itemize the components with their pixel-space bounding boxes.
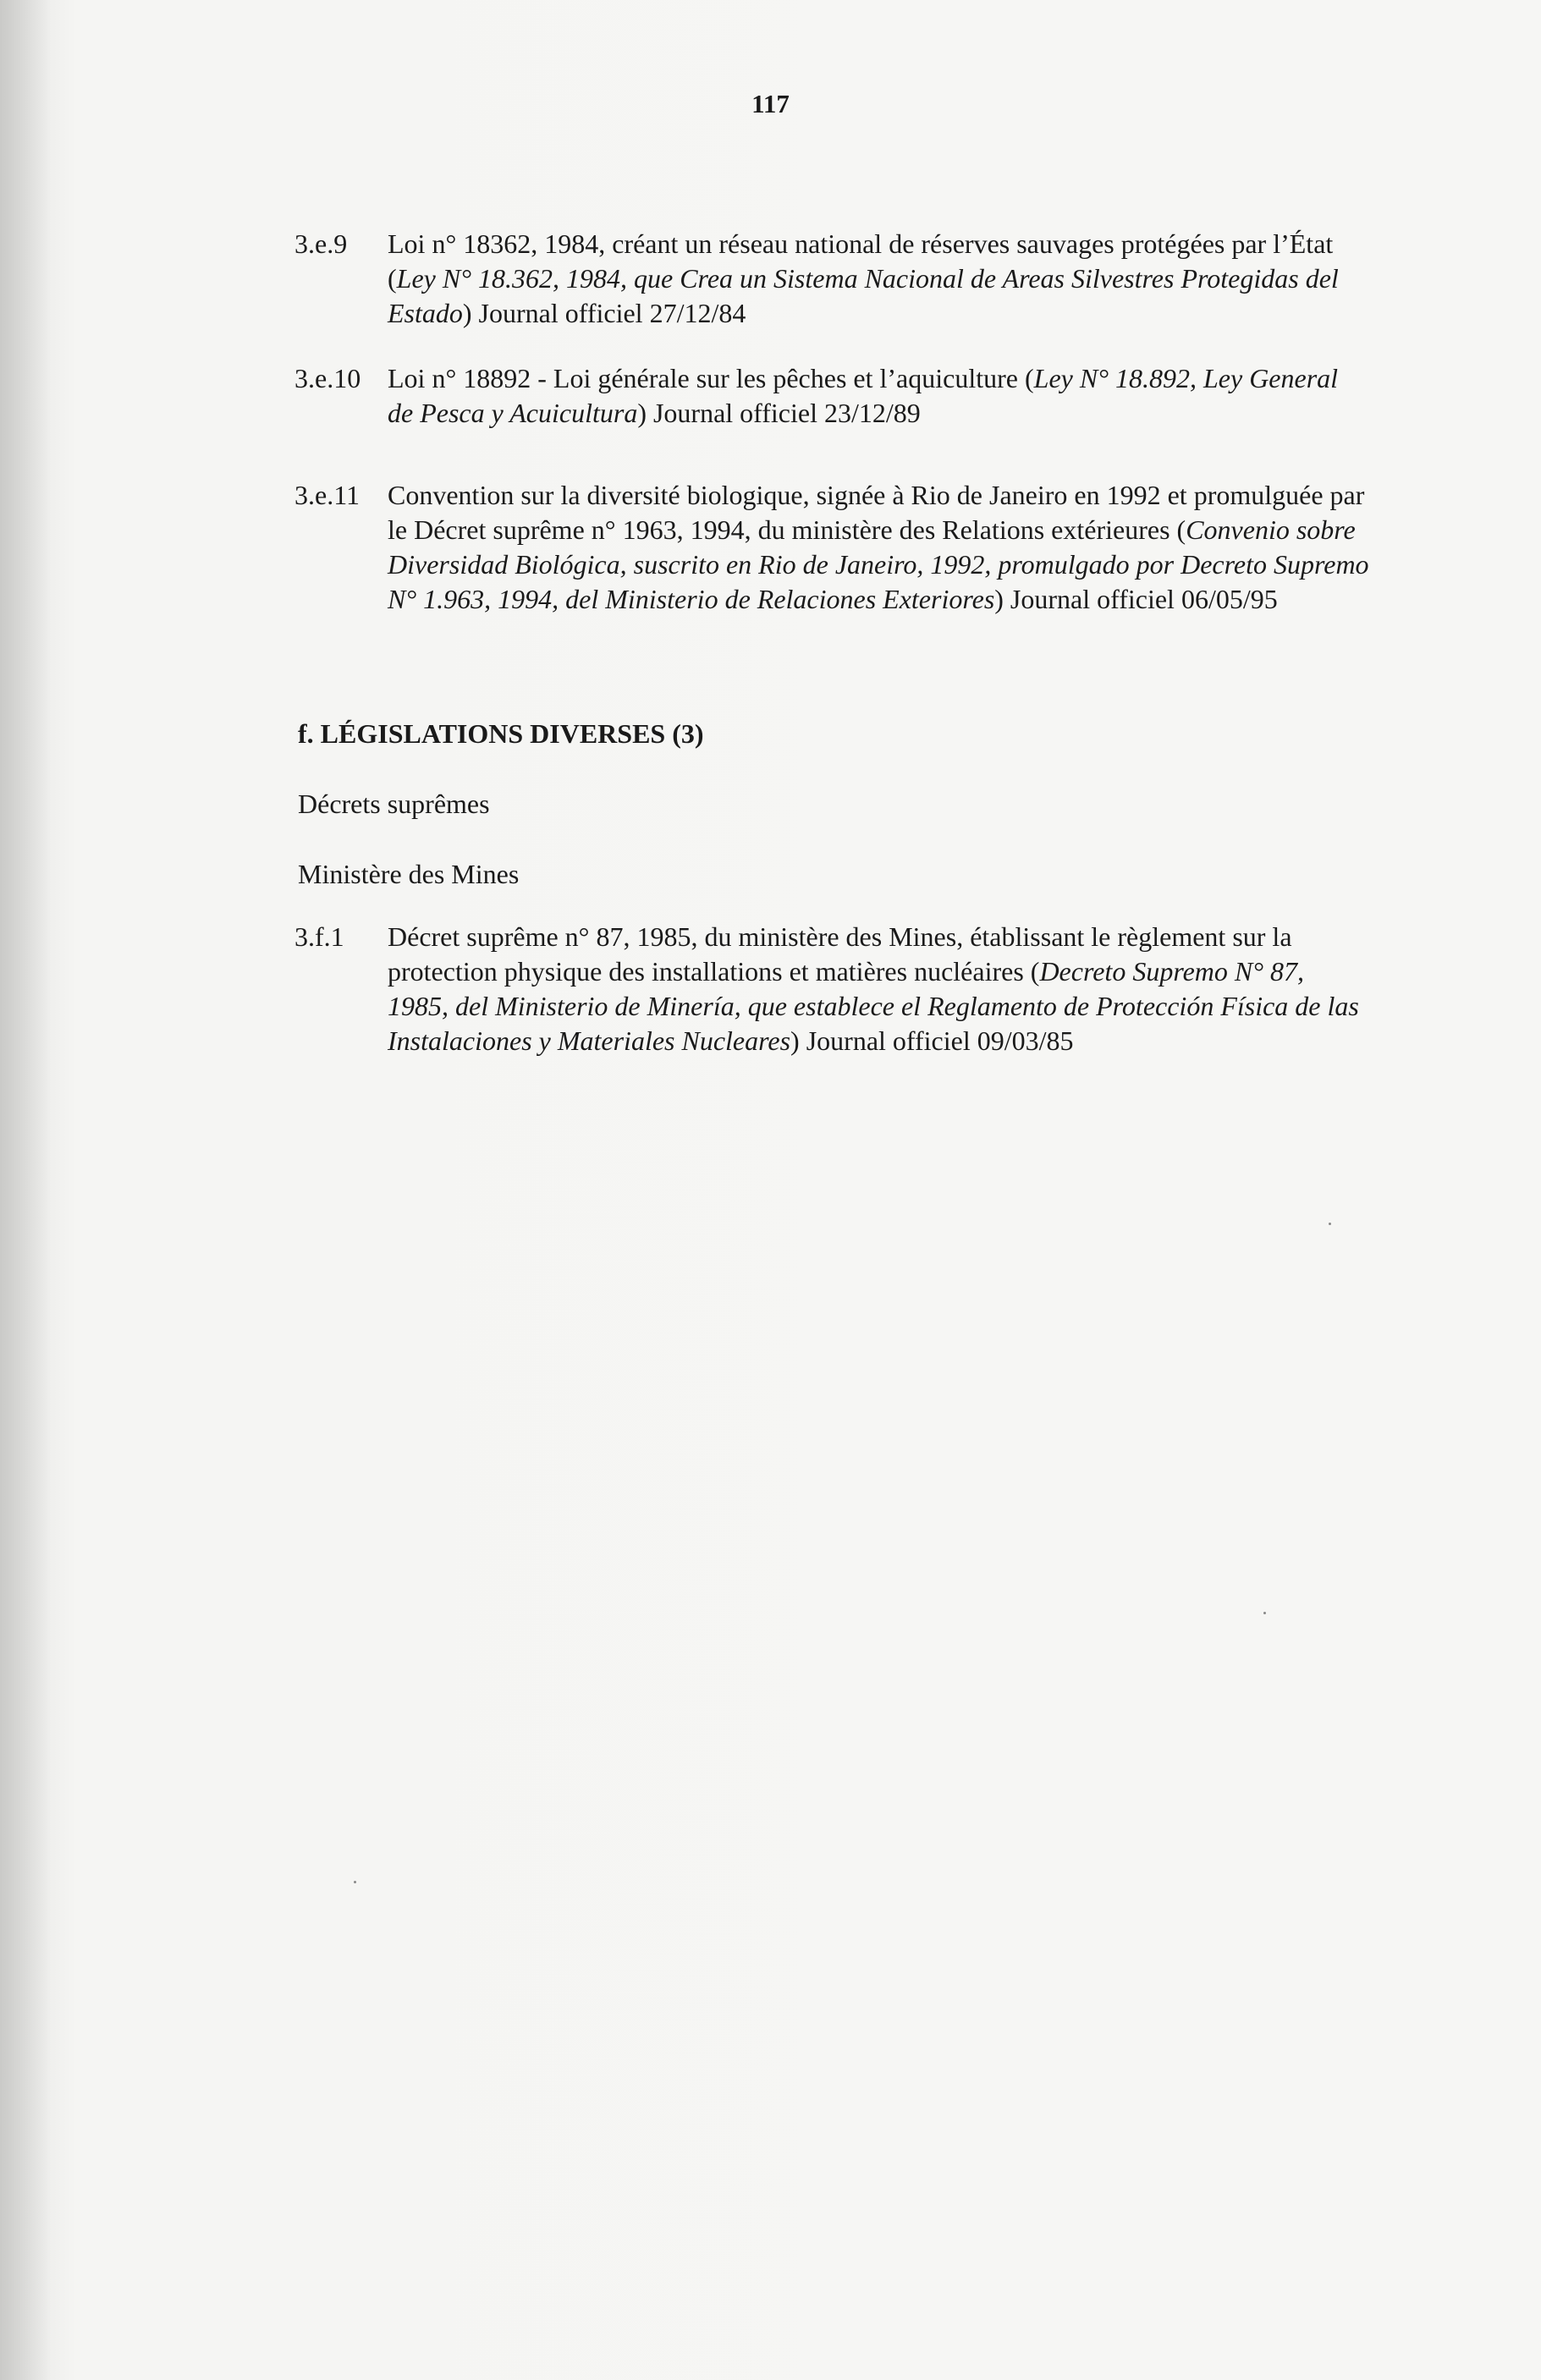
entry-number: 3.e.9 bbox=[294, 228, 348, 259]
entry-text: Convention sur la diversité biologique, signée à Rio de Janeiro en 1992 et promulguée par le Décret suprême n° 1963, 1994, du ministère des Relations extérieures (Convenio sobre Diversidad Biológica, suscrito en Rio de Janeiro, 1992, promulgado por Decreto Supremo N° 1.963, 1994, del Ministerio de Relaciones Exteriores) Journal officiel 06/05/95 bbox=[388, 480, 1369, 614]
page-number: 117 bbox=[751, 89, 790, 118]
entry-3e9 bbox=[294, 227, 1369, 331]
entry-number: 3.f.1 bbox=[294, 921, 344, 952]
scan-speck bbox=[1263, 1612, 1266, 1614]
scan-speck bbox=[1329, 1223, 1331, 1225]
entry-text: Décret suprême n° 87, 1985, du ministère des Mines, établissant le règlement sur la protection physique des installations et matières nucléaires (Decreto Supremo N° 87, 1985, del Ministerio de Minería, que establece el Reglamento de Protección Física de las Instalaciones y Materiales Nucleares) Journal officiel 09/03/85 bbox=[388, 921, 1359, 1056]
entry-3e10 bbox=[294, 361, 1369, 431]
entry-3e11 bbox=[294, 478, 1369, 617]
entry-number: 3.e.10 bbox=[294, 363, 361, 393]
section-heading: f. LÉGISLATIONS DIVERSES (3) bbox=[298, 718, 704, 749]
entry-number: 3.e.11 bbox=[294, 480, 360, 510]
entry-3f1 bbox=[294, 920, 1369, 1058]
scan-speck bbox=[354, 1881, 356, 1883]
binding-shadow bbox=[0, 0, 51, 2380]
entry-text: Loi n° 18362, 1984, créant un réseau national de réserves sauvages protégées par l’État (Ley N° 18.362, 1984, que Crea un Sistema Nacional de Areas Silvestres Protegidas del Estado) Journal officiel 27/12/84 bbox=[388, 228, 1339, 328]
entry-text: Loi n° 18892 - Loi générale sur les pêches et l’aquiculture (Ley N° 18.892, Ley General de Pesca y Acuicultura) Journal officiel 23/12/89 bbox=[388, 363, 1339, 428]
subheading-ministere: Ministère des Mines bbox=[298, 859, 520, 889]
subheading-decrets: Décrets suprêmes bbox=[298, 789, 490, 819]
